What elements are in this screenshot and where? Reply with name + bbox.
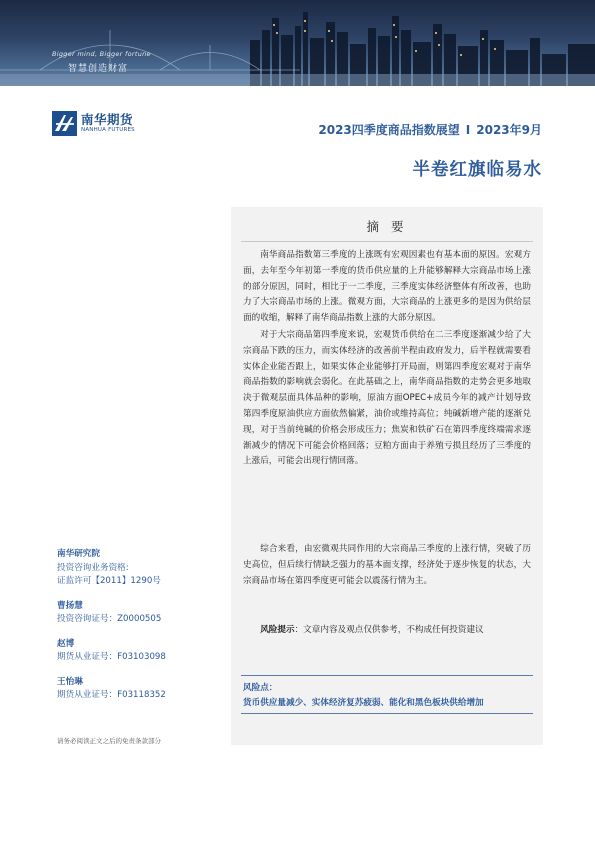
abstract-heading: 摘 要 xyxy=(366,219,408,234)
risk-box-bottom-rule xyxy=(241,713,533,714)
report-title: 半卷红旗临易水 xyxy=(412,160,542,180)
report-date: 2023年9月 xyxy=(476,123,542,137)
analyst-block xyxy=(57,638,227,665)
institute-license-number: 证监许可【2011】1290号 xyxy=(57,576,161,586)
analyst-block xyxy=(57,676,227,703)
analyst-sidebar xyxy=(57,548,227,714)
institute-block xyxy=(57,548,227,589)
banner-tagline-cn: 智慧创造财富 xyxy=(68,64,129,74)
institute-name: 南华研究院 xyxy=(57,549,100,559)
analyst-cert: 期货从业证号：F03103098 xyxy=(57,652,166,662)
abstract-panel xyxy=(231,207,543,745)
report-header xyxy=(228,121,542,138)
analyst-name: 曹扬慧 xyxy=(57,600,83,611)
risk-disclaimer-text: ：文章内容及观点仅供参考，不构成任何投资建议 xyxy=(294,625,484,635)
analyst-name: 赵博 xyxy=(57,638,75,649)
analyst-cert: 投资咨询证号：Z0000505 xyxy=(57,614,162,624)
institute-license-label: 投资咨询业务资格: xyxy=(57,562,129,573)
risk-disclaimer-label: 风险提示 xyxy=(260,625,295,635)
risk-points-box xyxy=(231,675,543,745)
abstract-paragraph-3: 综合来看，由宏微观共同作用的大宗商品三季度的上涨行情，突破了历史高位，但后续行情缺乏强力的基本面支撑，经济处于逐步恢复的状态，大宗商品市场在第四季度更可能会以震荡行情为主。 xyxy=(243,544,531,586)
logo-name-en: NANHUA FUTURES xyxy=(81,127,135,133)
company-logo xyxy=(52,111,135,136)
nanhua-logo-icon xyxy=(52,111,77,136)
analyst-block xyxy=(57,600,227,627)
risk-disclaimer xyxy=(243,623,531,637)
report-series: 2023四季度商品指数展望 xyxy=(318,123,460,137)
risk-box-top-rule xyxy=(241,675,533,676)
analyst-name: 王怡琳 xyxy=(57,676,83,687)
banner-tagline-en: Bigger mind, Bigger fortune xyxy=(52,50,151,58)
header-separator: I xyxy=(465,123,471,137)
risk-points-label: 风险点： xyxy=(243,683,278,693)
city-skyline-banner xyxy=(0,0,595,86)
logo-name-cn: 南华期货 xyxy=(81,112,134,127)
abstract-paragraph-1: 南华商品指数第三季度的上涨既有宏观因素也有基本面的原因。宏观方面，去年至今年初第一季度的货币供应量的上升能够解释大宗商品市场上涨的部分原因，同时，相比于一二季度，三季度实体经济整体有所改善，也助力了大宗商品市场的上涨。微观方面，大宗商品的上涨更多的是因为供给层面的收缩，解释了南华商品指数上涨的大部分原因。 xyxy=(243,250,531,324)
footer-disclaimer: 请务必阅读正文之后的免责条款部分 xyxy=(57,737,161,745)
risk-points-text: 货币供应量减少、实体经济复苏疲弱、能化和黑色板块供给增加 xyxy=(243,698,484,708)
abstract-paragraph-2: 对于大宗商品第四季度来说，宏观货币供给在二三季度逐渐减少给了大宗商品下跌的压力，而实体经济的改善前半程由政府发力，后半程就需要看实体企业能否跟上，如果实体企业能够打开局面，则第四季度宏观对于南华商品指数的影响就会弱化。在此基础之上，南华商品指数的走势会更多地取决于微观层面具体品种的影响，原油方面OPEC+成员今年的减产计划导致第四季度原油供应方面依然偏紧，油价或维持高位；纯碱新增产能的逐渐兑现，对于当前纯碱的价格会形成压力；焦炭和铁矿石在第四季度终端需求逐渐减少的情况下可能会价格回落；豆粕方面由于养殖亏损且经历了三季度的上涨后，可能会出现行情回落。 xyxy=(243,330,531,467)
abstract-divider xyxy=(241,241,533,242)
analyst-cert: 期货从业证号：F03118352 xyxy=(57,690,166,700)
